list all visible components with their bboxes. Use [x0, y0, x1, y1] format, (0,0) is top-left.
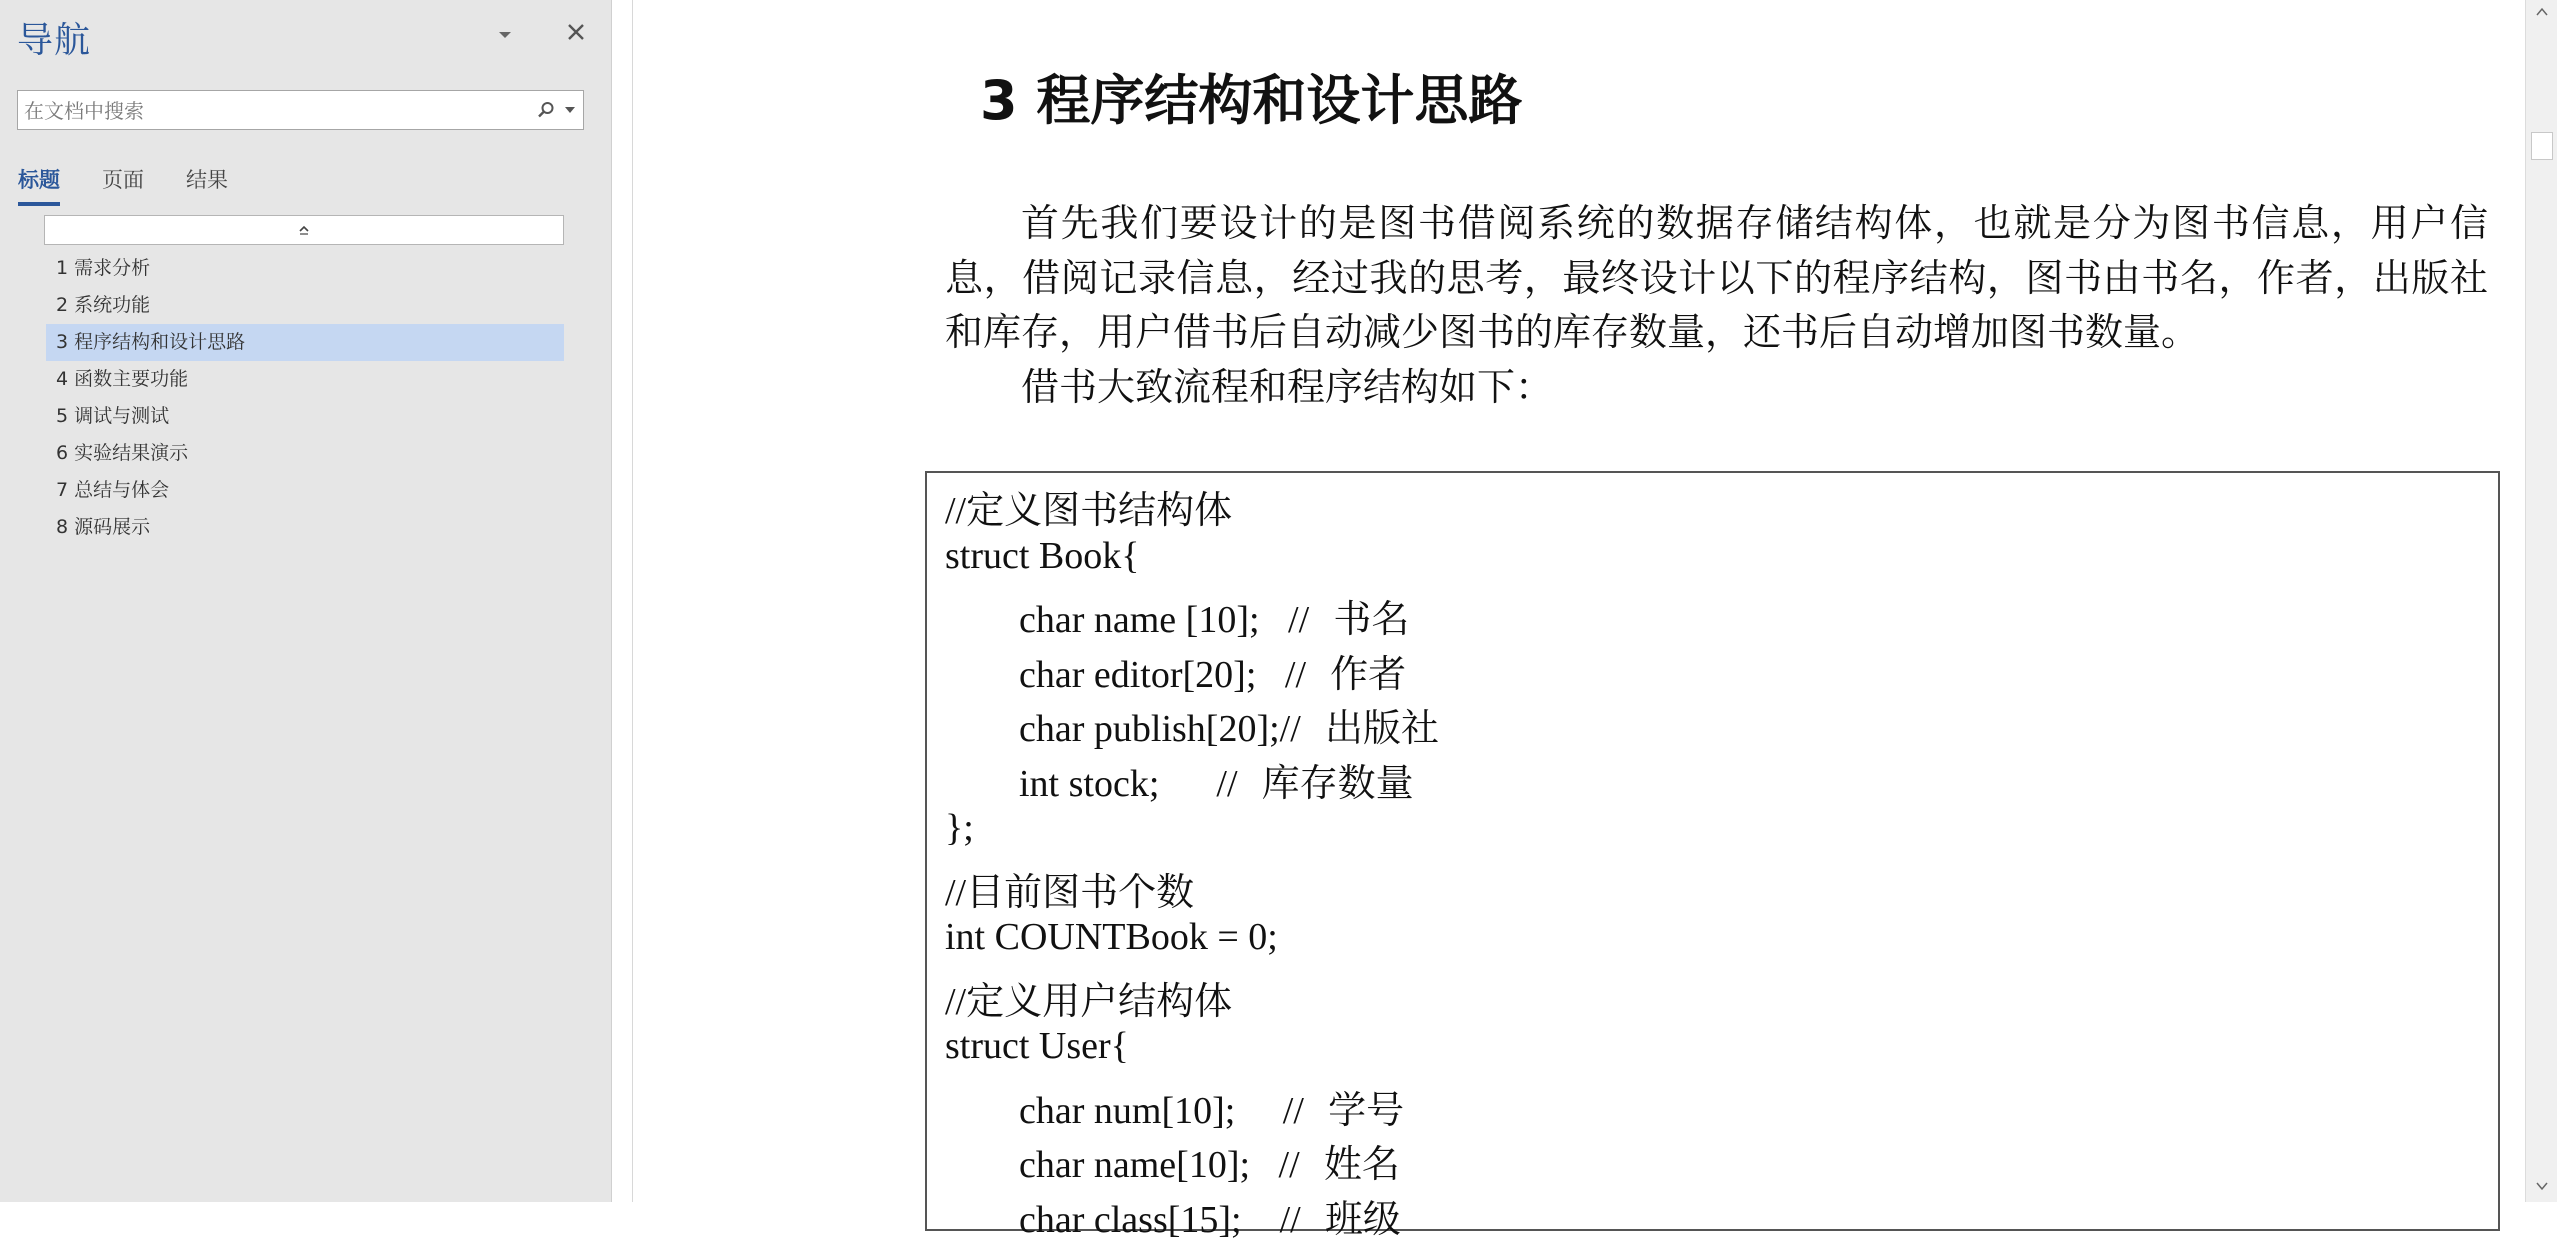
tab-results[interactable]: 结果	[186, 168, 228, 192]
code-line: char class[15]; // 班级	[1019, 1197, 1401, 1241]
code-line: //定义图书结构体	[945, 490, 1233, 532]
heading-item[interactable]: 2 系统功能	[56, 294, 151, 316]
nav-title: 导航	[17, 20, 92, 61]
nav-tabs	[0, 160, 612, 210]
code-line: int COUNTBook = 0;	[945, 916, 1278, 958]
code-line: };	[945, 807, 974, 849]
chevron-up-icon	[297, 225, 311, 235]
code-line: //定义用户结构体	[945, 981, 1233, 1023]
tab-pages[interactable]: 页面	[102, 168, 144, 192]
code-line: struct Book{	[945, 535, 1140, 577]
code-line: char num[10]; // 学号	[1019, 1088, 1405, 1132]
code-line: char editor[20]; // 作者	[1019, 652, 1407, 696]
close-icon[interactable]	[562, 18, 590, 46]
scroll-up-icon[interactable]	[2534, 6, 2550, 18]
tab-headings[interactable]: 标题	[18, 164, 60, 206]
document-page[interactable]	[632, 0, 2525, 1241]
heading-item-selected[interactable]: 3 程序结构和设计思路	[46, 324, 564, 361]
section-heading: 3 程序结构和设计思路	[980, 69, 1523, 132]
body-paragraph: 首先我们要设计的是图书借阅系统的数据存储结构体，也就是分为图书信息，用户信息，借阅记录信息，经过我的思考，最终设计以下的程序结构，图书由书名，作者，出版社和库存，用户借书后自动减少图书的库存数量，还书后自动增加图书数量。	[945, 201, 2488, 354]
code-line: int stock; // 库存数量	[1019, 761, 1414, 805]
heading-item[interactable]: 1 需求分析	[56, 257, 151, 279]
heading-item[interactable]: 7 总结与体会	[56, 479, 170, 501]
chevron-down-icon[interactable]	[564, 105, 576, 115]
scrollbar-thumb[interactable]	[2531, 132, 2553, 160]
heading-item[interactable]: 6 实验结果演示	[56, 442, 189, 464]
heading-list	[46, 250, 564, 546]
code-line: struct User{	[945, 1025, 1129, 1067]
search-icon[interactable]	[536, 100, 556, 120]
heading-item[interactable]: 5 调试与测试	[56, 405, 170, 427]
search-field[interactable]	[17, 90, 584, 130]
search-input[interactable]	[22, 93, 526, 129]
heading-item[interactable]: 8 源码展示	[56, 516, 151, 538]
code-line: char name[10]; // 姓名	[1019, 1142, 1400, 1186]
code-line: //目前图书个数	[945, 872, 1195, 914]
collapse-headings-button[interactable]	[44, 215, 564, 245]
code-block	[925, 471, 2500, 1241]
code-line: char name [10]; // 书名	[1019, 597, 1410, 641]
code-line: char publish[20];// 出版社	[1019, 706, 1439, 750]
vertical-scrollbar[interactable]	[2525, 0, 2557, 1202]
pane-options-icon[interactable]	[496, 28, 514, 42]
body-paragraph: 借书大致流程和程序结构如下：	[1021, 365, 1554, 409]
scroll-down-icon[interactable]	[2534, 1180, 2550, 1192]
navigation-pane	[0, 0, 612, 1202]
heading-item[interactable]: 4 函数主要功能	[56, 368, 189, 390]
